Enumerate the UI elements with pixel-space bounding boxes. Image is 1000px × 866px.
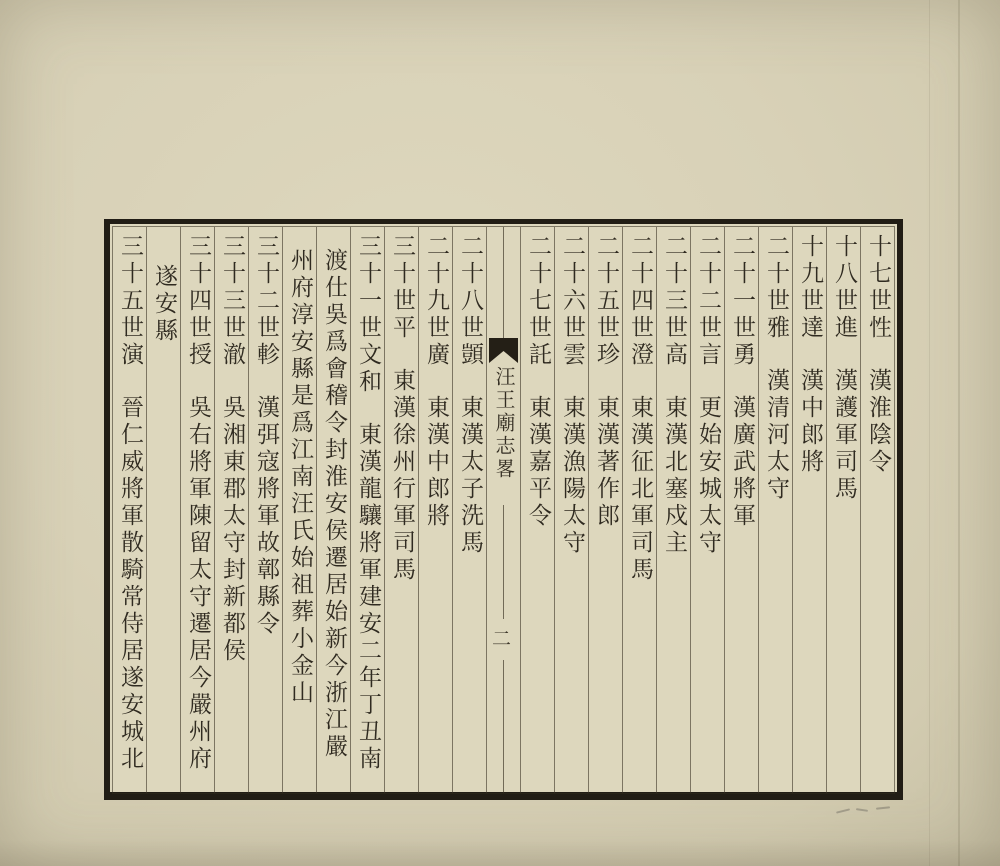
office-text: 漢弭寇將軍故鄣縣令	[253, 395, 279, 638]
genealogy-column-gen28	[452, 227, 486, 793]
genealogy-column-gen29	[418, 227, 452, 793]
generation-label: 二十四世澄	[627, 234, 653, 369]
generation-label: 二十三世高	[661, 234, 687, 369]
office-text: 東漢征北軍司馬	[627, 395, 653, 584]
genealogy-column-gen19	[792, 227, 826, 793]
generation-label: 十八世進	[831, 234, 857, 342]
spine-center-line	[503, 227, 504, 338]
genealogy-column-gen26	[554, 227, 588, 793]
generation-label: 二十八世顗	[457, 234, 483, 369]
generation-label: 二十世雅	[763, 234, 789, 342]
genealogy-column-gen31-continuation-2	[282, 227, 316, 793]
generation-label: 二十七世託	[525, 234, 551, 369]
scan-shadow	[0, 840, 1000, 866]
book-edge-line	[958, 0, 960, 866]
genealogy-column-gen32	[248, 227, 282, 793]
genealogy-column-gen24	[622, 227, 656, 793]
genealogy-column-gen35	[113, 227, 146, 793]
generation-label: 三十二世軫	[253, 234, 279, 369]
genealogy-column-gen31	[350, 227, 384, 793]
genealogy-column-gen22	[690, 227, 724, 793]
office-text: 東漢徐州行軍司馬	[389, 368, 415, 584]
office-text: 吳右將軍陳留太守遷居今嚴州府	[185, 395, 211, 773]
genealogy-column-gen20	[758, 227, 792, 793]
generation-label: 三十四世授	[185, 234, 211, 369]
office-text: 東漢太子洗馬	[457, 395, 483, 557]
genealogy-column-gen27	[520, 227, 554, 793]
generation-label: 二十二世言	[695, 234, 721, 369]
office-text: 遂安縣	[151, 264, 177, 345]
generation-label: 二十六世雲	[559, 234, 585, 369]
office-text: 漢中郎將	[797, 368, 823, 476]
office-text: 東漢龍驤將軍建安二年丁丑南	[355, 422, 381, 773]
genealogy-column-gen34-continuation	[146, 227, 180, 793]
genealogy-column-gen30	[384, 227, 418, 793]
text-block-inner-frame	[112, 226, 895, 794]
office-text: 漢淮陰令	[865, 368, 891, 476]
office-text: 州府淳安縣是爲江南汪氏始祖葬小金山	[287, 248, 313, 707]
office-text: 東漢中郎將	[423, 395, 449, 530]
genealogy-column-gen17	[860, 227, 894, 793]
genealogy-column-gen18	[826, 227, 860, 793]
book-title: 汪王廟志畧	[492, 366, 516, 481]
office-text: 晉仁威將軍散騎常侍居遂安城北	[117, 395, 143, 773]
generation-label: 二十九世廣	[423, 234, 449, 369]
generation-label: 十七世性	[865, 234, 891, 342]
fishtail-ornament-icon	[489, 338, 518, 363]
office-text: 漢廣武將軍	[729, 395, 755, 530]
pencil-marks	[836, 804, 892, 816]
page-number: 二	[487, 619, 520, 660]
genealogy-column-gen33	[214, 227, 248, 793]
generation-label: 二十五世珍	[593, 234, 619, 369]
generation-label: 三十三世澈	[219, 234, 245, 369]
spine-column	[486, 227, 520, 793]
genealogy-column-gen21	[724, 227, 758, 793]
generation-label: 三十五世演	[117, 234, 143, 369]
office-text: 吳湘東郡太守封新都侯	[219, 395, 245, 665]
genealogy-column-gen31-continuation	[316, 227, 350, 793]
office-text: 漢護軍司馬	[831, 368, 857, 503]
book-edge-line	[929, 0, 930, 866]
office-text: 渡仕吳爲會稽令封淮安侯遷居始新今浙江嚴	[321, 248, 347, 761]
office-text: 東漢嘉平令	[525, 395, 551, 530]
printed-text-block	[104, 219, 903, 800]
office-text: 東漢著作郎	[593, 395, 619, 530]
genealogy-column-gen23	[656, 227, 690, 793]
office-text: 漢清河太守	[763, 368, 789, 503]
office-text: 東漢漁陽太守	[559, 395, 585, 557]
generation-label: 十九世達	[797, 234, 823, 342]
generation-label: 三十一世文和	[355, 234, 381, 396]
genealogy-column-gen34	[180, 227, 214, 793]
genealogy-column-gen25	[588, 227, 622, 793]
office-text: 東漢北塞戍主	[661, 395, 687, 557]
generation-label: 三十世平	[389, 234, 415, 342]
generation-label: 二十一世勇	[729, 234, 755, 369]
office-text: 更始安城太守	[695, 395, 721, 557]
